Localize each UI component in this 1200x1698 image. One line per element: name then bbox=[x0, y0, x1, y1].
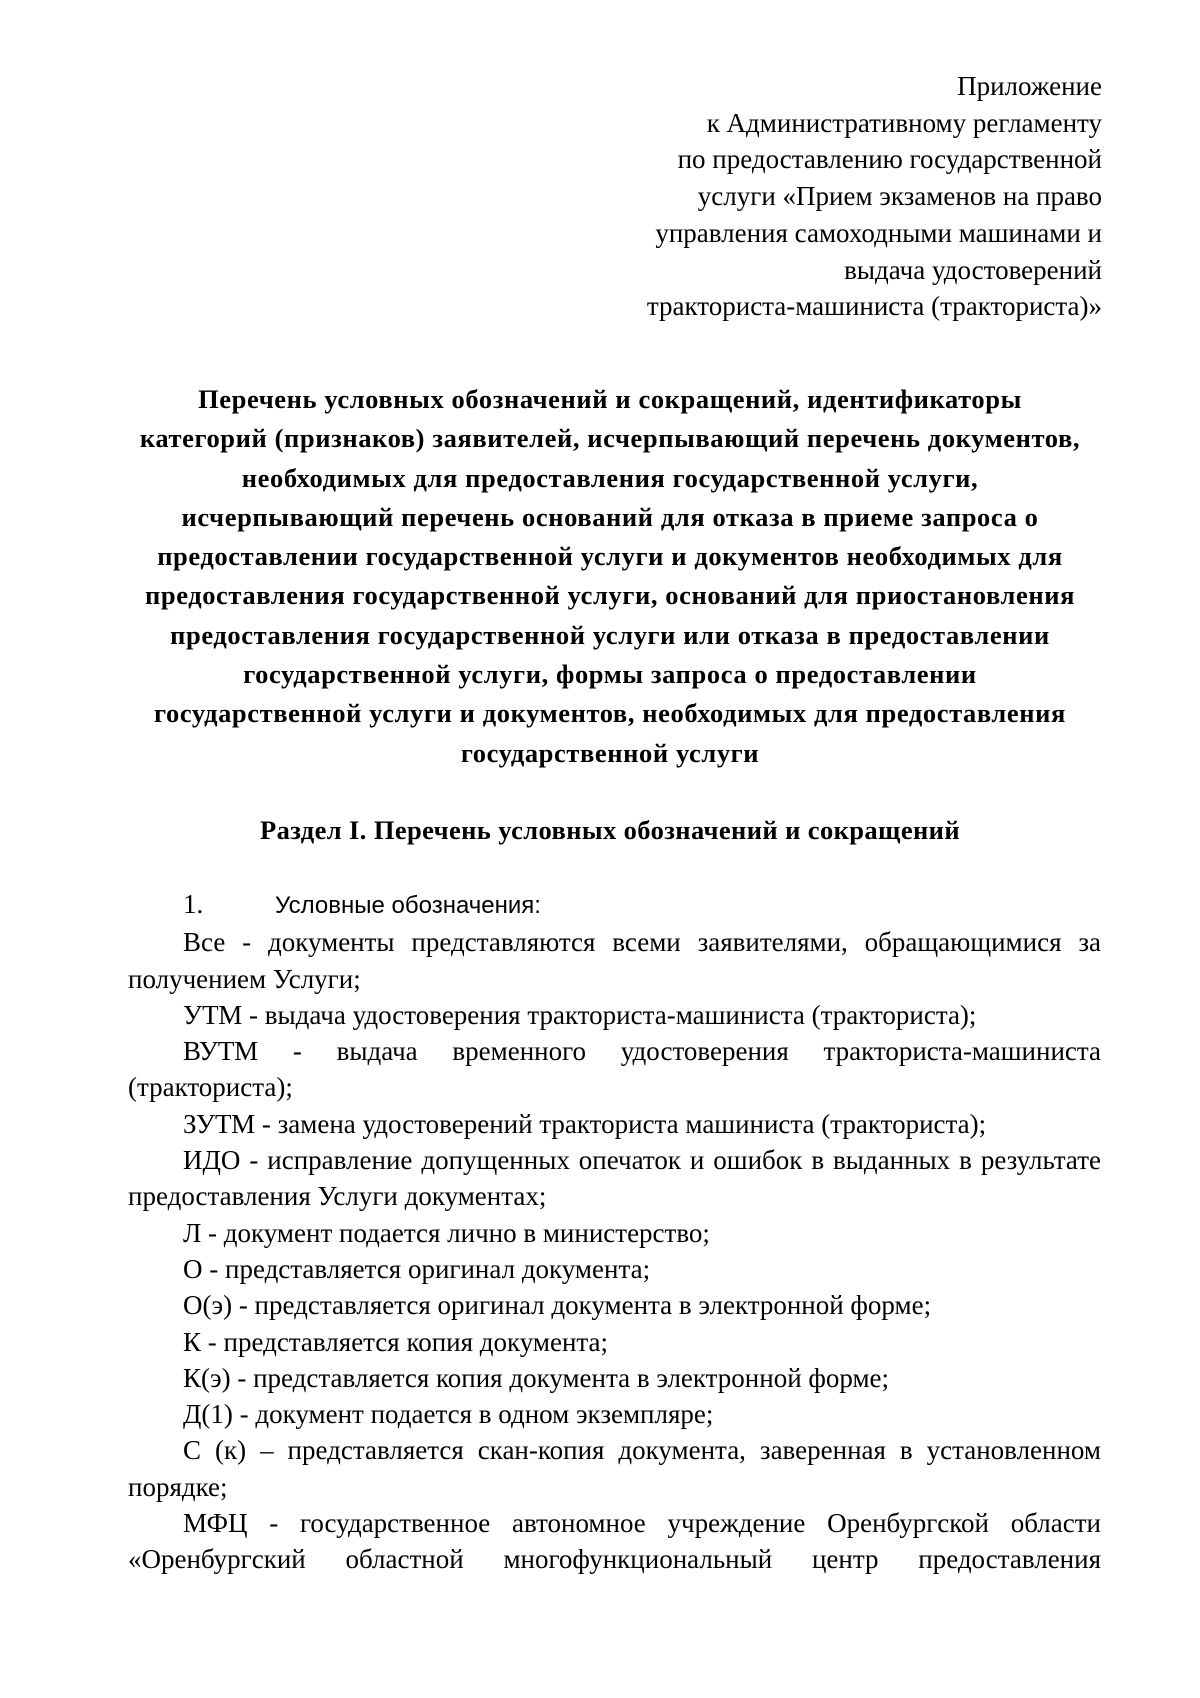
title-line: необходимых для предоставления государственной услуги, bbox=[241, 462, 979, 493]
title-line: Перечень условных обозначений и сокращений, идентификаторы bbox=[198, 384, 1022, 414]
appendix-line: по предоставлению государственной bbox=[677, 144, 1102, 175]
appendix-line: выдача удостоверений bbox=[844, 254, 1102, 285]
definition-paragraph: ИДО - исправление допущенных опечаток и ошибок в выданных в результате предоставления Услуги документах; bbox=[128, 1145, 1101, 1212]
definition-paragraph: Л - документ подается лично в министерство; bbox=[183, 1217, 710, 1248]
definition-paragraph: Д(1) - документ подается в одном экземпляре; bbox=[183, 1399, 714, 1430]
item-label: Условные обозначения: bbox=[275, 892, 541, 919]
section-heading: Раздел I. Перечень условных обозначений и сокращений bbox=[259, 815, 960, 845]
definition-paragraph: К - представляется копия документа; bbox=[183, 1326, 609, 1357]
definition-paragraph: Все - документы представляются всеми заявителями, обращающимися за получением Услуги; bbox=[128, 927, 1101, 994]
appendix-line: управления самоходными машинами и bbox=[655, 217, 1102, 248]
definition-paragraph: К(э) - представляется копия документа в электронной форме; bbox=[183, 1362, 890, 1393]
appendix-line: услуги «Прием экзаменов на право bbox=[697, 181, 1102, 212]
document-title bbox=[120, 380, 1100, 773]
title-line: государственной услуги, формы запроса о предоставлении bbox=[243, 659, 977, 690]
appendix-line: к Административному регламенту bbox=[706, 107, 1102, 138]
document-body bbox=[128, 886, 1101, 1578]
title-line: государственной услуги bbox=[460, 737, 760, 768]
appendix-line: Приложение bbox=[957, 71, 1102, 101]
definition-paragraph: УТМ - выдача удостоверения тракториста-машиниста (тракториста); bbox=[183, 999, 977, 1030]
list-item-heading bbox=[128, 886, 1101, 924]
appendix-line: тракториста-машиниста (тракториста)» bbox=[646, 291, 1102, 322]
title-line: государственной услуги и документов, необходимых для предоставления bbox=[154, 698, 1066, 729]
title-line: предоставления государственной услуги или отказа в предоставлении bbox=[170, 619, 1050, 650]
definition-paragraph: ВУТМ - выдача временного удостоверения тракториста-машиниста (тракториста); bbox=[128, 1036, 1101, 1103]
title-line: предоставлении государственной услуги и документов необходимых для bbox=[157, 541, 1063, 572]
title-line: исчерпывающий перечень оснований для отказа в приеме запроса о bbox=[181, 501, 1039, 532]
item-number: 1. bbox=[183, 889, 204, 919]
appendix-header bbox=[647, 68, 1102, 325]
title-line: предоставления государственной услуги, оснований для приостановления bbox=[144, 580, 1076, 611]
definition-paragraph: С (к) – представляется скан-копия документа, заверенная в установленном порядке; bbox=[128, 1435, 1101, 1502]
definition-paragraph: МФЦ - государственное автономное учреждение Оренбургской области «Оренбургский областной многофункциональный центр предоставления bbox=[128, 1508, 1101, 1575]
definition-paragraph: О(э) - представляется оригинал документа в электронной форме; bbox=[183, 1290, 932, 1321]
definition-paragraph: ЗУТМ - замена удостоверений тракториста машиниста (тракториста); bbox=[183, 1108, 987, 1139]
title-line: категорий (признаков) заявителей, исчерпывающий перечень документов, bbox=[139, 423, 1081, 454]
definition-paragraph: О - представляется оригинал документа; bbox=[183, 1253, 651, 1284]
